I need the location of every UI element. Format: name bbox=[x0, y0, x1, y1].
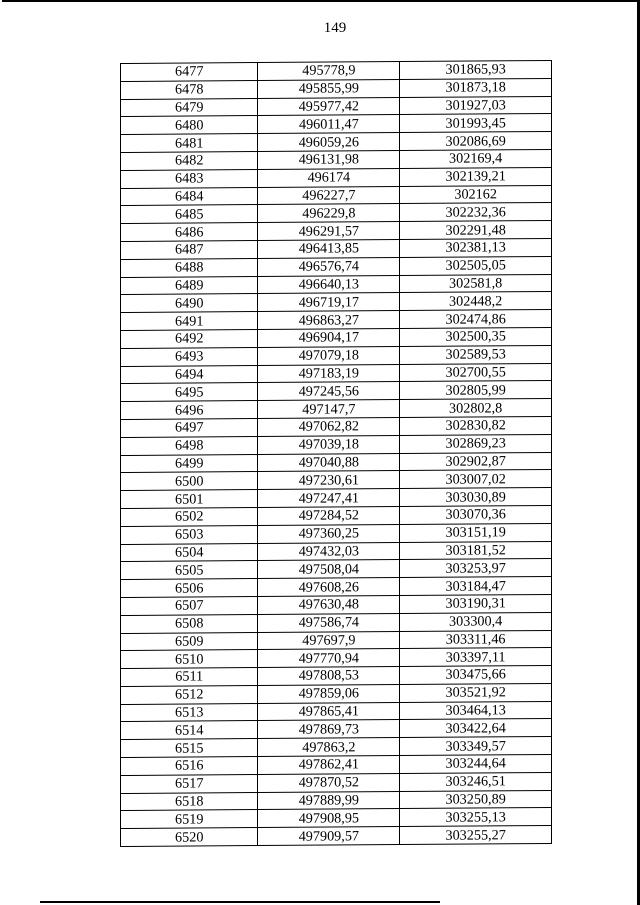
point-number-cell: 6506 bbox=[121, 579, 258, 598]
x-coordinate-cell: 497909,57 bbox=[258, 827, 400, 846]
page-number: 149 bbox=[323, 20, 347, 36]
x-coordinate-cell: 497432,03 bbox=[258, 542, 400, 561]
x-coordinate-cell: 497608,26 bbox=[258, 578, 400, 597]
point-number-cell: 6508 bbox=[121, 614, 258, 633]
y-coordinate-cell: 302700,55 bbox=[400, 363, 552, 382]
y-coordinate-cell: 303464,13 bbox=[400, 701, 552, 720]
point-number-cell: 6519 bbox=[121, 810, 258, 829]
scan-border-bottom bbox=[40, 901, 440, 903]
point-number-cell: 6520 bbox=[121, 828, 258, 847]
y-coordinate-cell: 303007,02 bbox=[400, 470, 552, 489]
point-number-cell: 6490 bbox=[121, 294, 258, 313]
x-coordinate-cell: 496413,85 bbox=[258, 240, 400, 259]
y-coordinate-cell: 303181,52 bbox=[400, 541, 552, 560]
x-coordinate-cell: 497770,94 bbox=[258, 649, 400, 668]
y-coordinate-cell: 303311,46 bbox=[400, 630, 552, 649]
point-number-cell: 6503 bbox=[121, 525, 258, 544]
y-coordinate-cell: 302805,99 bbox=[400, 381, 552, 400]
y-coordinate-cell: 303255,27 bbox=[400, 826, 552, 845]
x-coordinate-cell: 497284,52 bbox=[258, 506, 400, 525]
y-coordinate-cell: 303300,4 bbox=[400, 612, 552, 631]
y-coordinate-cell: 303422,64 bbox=[400, 719, 552, 738]
x-coordinate-cell: 497865,41 bbox=[258, 702, 400, 721]
y-coordinate-cell: 302139,21 bbox=[400, 167, 552, 186]
y-coordinate-cell: 302802,8 bbox=[400, 399, 552, 418]
point-number-cell: 6485 bbox=[121, 205, 258, 224]
x-coordinate-cell: 497508,04 bbox=[258, 560, 400, 579]
y-coordinate-cell: 301873,18 bbox=[400, 78, 552, 97]
point-number-cell: 6492 bbox=[121, 329, 258, 348]
y-coordinate-cell: 302474,86 bbox=[400, 310, 552, 329]
point-number-cell: 6489 bbox=[121, 276, 258, 295]
point-number-cell: 6494 bbox=[121, 365, 258, 384]
x-coordinate-cell: 496291,57 bbox=[258, 222, 400, 241]
x-coordinate-cell: 497183,19 bbox=[258, 364, 400, 383]
y-coordinate-cell: 302500,35 bbox=[400, 327, 552, 346]
point-number-cell: 6511 bbox=[121, 668, 258, 687]
point-number-cell: 6501 bbox=[121, 490, 258, 509]
x-coordinate-cell: 496576,74 bbox=[258, 257, 400, 276]
point-number-cell: 6481 bbox=[121, 134, 258, 153]
point-number-cell: 6510 bbox=[121, 650, 258, 669]
y-coordinate-cell: 301927,03 bbox=[400, 96, 552, 115]
point-number-cell: 6500 bbox=[121, 472, 258, 491]
y-coordinate-cell: 302581,8 bbox=[400, 274, 552, 293]
y-coordinate-cell: 302086,69 bbox=[400, 132, 552, 151]
point-number-cell: 6488 bbox=[121, 258, 258, 277]
point-number-cell: 6480 bbox=[121, 116, 258, 135]
y-coordinate-cell: 302232,36 bbox=[400, 203, 552, 222]
x-coordinate-cell: 497630,48 bbox=[258, 595, 400, 614]
point-number-cell: 6491 bbox=[121, 312, 258, 331]
x-coordinate-cell: 497908,95 bbox=[258, 809, 400, 828]
x-coordinate-cell: 497889,99 bbox=[258, 791, 400, 810]
point-number-cell: 6497 bbox=[121, 418, 258, 437]
x-coordinate-cell: 495977,42 bbox=[258, 97, 400, 116]
point-number-cell: 6495 bbox=[121, 383, 258, 402]
point-number-cell: 6504 bbox=[121, 543, 258, 562]
x-coordinate-cell: 497062,82 bbox=[258, 417, 400, 436]
y-coordinate-cell: 303521,92 bbox=[400, 683, 552, 702]
y-coordinate-cell: 303151,19 bbox=[400, 523, 552, 542]
point-number-cell: 6502 bbox=[121, 507, 258, 526]
scan-border-top bbox=[2, 0, 638, 2]
y-coordinate-cell: 302381,13 bbox=[400, 238, 552, 257]
y-coordinate-cell: 303190,31 bbox=[400, 594, 552, 613]
y-coordinate-cell: 303475,66 bbox=[400, 666, 552, 685]
y-coordinate-cell: 303246,51 bbox=[400, 772, 552, 791]
y-coordinate-cell: 302291,48 bbox=[400, 221, 552, 240]
point-number-cell: 6486 bbox=[121, 223, 258, 242]
point-number-cell: 6483 bbox=[121, 169, 258, 188]
point-number-cell: 6477 bbox=[121, 63, 258, 82]
y-coordinate-cell: 302162 bbox=[400, 185, 552, 204]
y-coordinate-cell: 302448,2 bbox=[400, 292, 552, 311]
point-number-cell: 6516 bbox=[121, 757, 258, 776]
y-coordinate-cell: 301993,45 bbox=[400, 114, 552, 133]
x-coordinate-cell: 495778,9 bbox=[258, 62, 400, 81]
y-coordinate-cell: 302902,87 bbox=[400, 452, 552, 471]
x-coordinate-cell: 496904,17 bbox=[258, 328, 400, 347]
x-coordinate-cell: 496174 bbox=[258, 168, 400, 187]
x-coordinate-cell: 497147,7 bbox=[258, 400, 400, 419]
x-coordinate-cell: 496640,13 bbox=[258, 275, 400, 294]
y-coordinate-cell: 303255,13 bbox=[400, 808, 552, 827]
y-coordinate-cell: 303253,97 bbox=[400, 559, 552, 578]
x-coordinate-cell: 496059,26 bbox=[258, 133, 400, 152]
x-coordinate-cell: 497869,73 bbox=[258, 720, 400, 739]
y-coordinate-cell: 301865,93 bbox=[400, 60, 552, 79]
x-coordinate-cell: 497040,88 bbox=[258, 453, 400, 472]
point-number-cell: 6513 bbox=[121, 703, 258, 722]
coordinates-table-body bbox=[121, 60, 552, 846]
point-number-cell: 6487 bbox=[121, 241, 258, 260]
y-coordinate-cell: 303070,36 bbox=[400, 505, 552, 524]
y-coordinate-cell: 302589,53 bbox=[400, 345, 552, 364]
x-coordinate-cell: 497859,06 bbox=[258, 684, 400, 703]
y-coordinate-cell: 303030,89 bbox=[400, 488, 552, 507]
point-number-cell: 6515 bbox=[121, 739, 258, 758]
y-coordinate-cell: 303349,57 bbox=[400, 737, 552, 756]
y-coordinate-cell: 303397,11 bbox=[400, 648, 552, 667]
x-coordinate-cell: 497039,18 bbox=[258, 435, 400, 454]
y-coordinate-cell: 302169,4 bbox=[400, 149, 552, 168]
x-coordinate-cell: 497245,56 bbox=[258, 382, 400, 401]
x-coordinate-cell: 496719,17 bbox=[258, 293, 400, 312]
x-coordinate-cell: 497079,18 bbox=[258, 346, 400, 365]
point-number-cell: 6509 bbox=[121, 632, 258, 651]
point-number-cell: 6517 bbox=[121, 774, 258, 793]
point-number-cell: 6482 bbox=[121, 152, 258, 171]
x-coordinate-cell: 497230,61 bbox=[258, 471, 400, 490]
coordinates-table bbox=[120, 60, 552, 847]
point-number-cell: 6493 bbox=[121, 347, 258, 366]
x-coordinate-cell: 497862,41 bbox=[258, 756, 400, 775]
x-coordinate-cell: 496131,98 bbox=[258, 151, 400, 170]
point-number-cell: 6505 bbox=[121, 561, 258, 580]
point-number-cell: 6512 bbox=[121, 685, 258, 704]
y-coordinate-cell: 303184,47 bbox=[400, 577, 552, 596]
x-coordinate-cell: 497808,53 bbox=[258, 667, 400, 686]
x-coordinate-cell: 497247,41 bbox=[258, 489, 400, 508]
point-number-cell: 6498 bbox=[121, 436, 258, 455]
x-coordinate-cell: 497697,9 bbox=[258, 631, 400, 650]
y-coordinate-cell: 302869,23 bbox=[400, 434, 552, 453]
y-coordinate-cell: 302830,82 bbox=[400, 416, 552, 435]
x-coordinate-cell: 496229,8 bbox=[258, 204, 400, 223]
point-number-cell: 6499 bbox=[121, 454, 258, 473]
point-number-cell: 6478 bbox=[121, 80, 258, 99]
point-number-cell: 6514 bbox=[121, 721, 258, 740]
x-coordinate-cell: 496863,27 bbox=[258, 311, 400, 330]
x-coordinate-cell: 497863,2 bbox=[258, 738, 400, 757]
y-coordinate-cell: 303250,89 bbox=[400, 790, 552, 809]
x-coordinate-cell: 496011,47 bbox=[258, 115, 400, 134]
x-coordinate-cell: 497586,74 bbox=[258, 613, 400, 632]
y-coordinate-cell: 302505,05 bbox=[400, 256, 552, 275]
point-number-cell: 6484 bbox=[121, 187, 258, 206]
x-coordinate-cell: 496227,7 bbox=[258, 186, 400, 205]
x-coordinate-cell: 497870,52 bbox=[258, 773, 400, 792]
x-coordinate-cell: 495855,99 bbox=[258, 79, 400, 98]
y-coordinate-cell: 303244,64 bbox=[400, 755, 552, 774]
x-coordinate-cell: 497360,25 bbox=[258, 524, 400, 543]
point-number-cell: 6479 bbox=[121, 98, 258, 117]
point-number-cell: 6496 bbox=[121, 401, 258, 420]
table-row bbox=[121, 826, 552, 847]
point-number-cell: 6518 bbox=[121, 792, 258, 811]
point-number-cell: 6507 bbox=[121, 596, 258, 615]
